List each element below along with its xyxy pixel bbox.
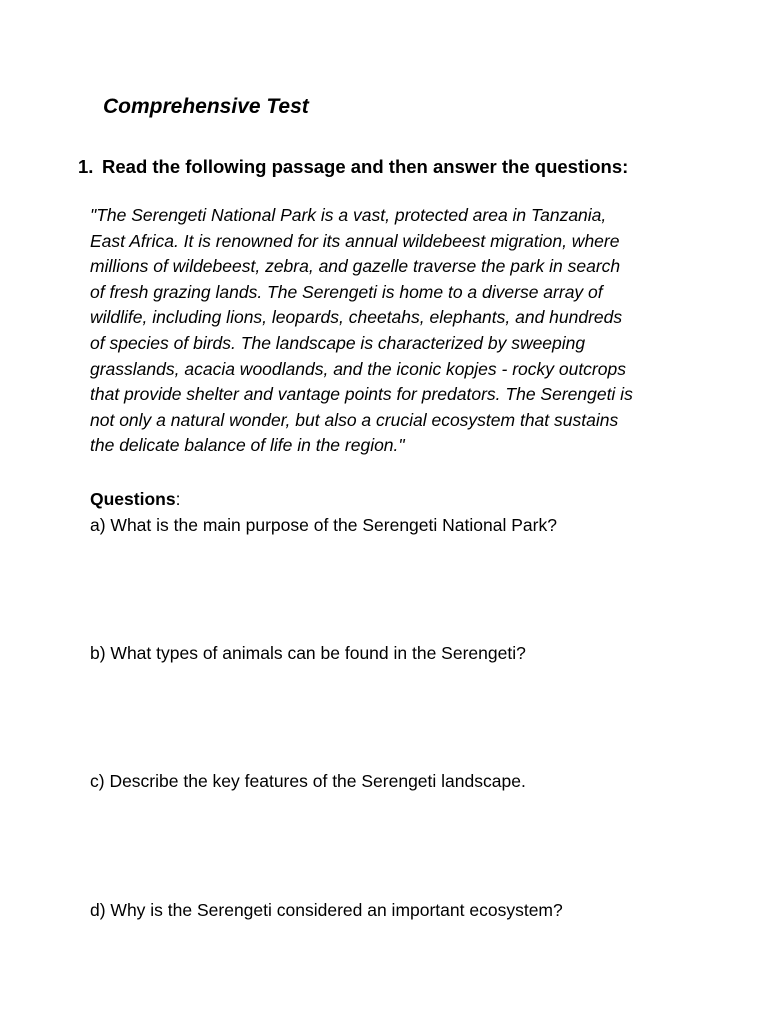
passage-line: of fresh grazing lands. The Serengeti is home to a diverse array of	[90, 281, 603, 302]
passage-line: not only a natural wonder, but also a crucial ecosystem that sustains	[90, 409, 619, 430]
question-1-prompt: Read the following passage and then answer the questions:	[102, 156, 629, 177]
question-1-number: 1.	[78, 156, 94, 177]
question-1-heading	[78, 154, 628, 180]
document-title: Comprehensive Test	[103, 95, 309, 118]
questions-label-text: Questions	[90, 489, 176, 509]
passage-line: East Africa. It is renowned for its annual wildebeest migration, where	[90, 230, 620, 251]
passage-line: wildlife, including lions, leopards, cheetahs, elephants, and hundreds	[90, 307, 623, 328]
passage-line: grasslands, acacia woodlands, and the iconic kopjes - rocky outcrops	[90, 358, 626, 379]
passage-line: "The Serengeti National Park is a vast, protected area in Tanzania,	[90, 205, 607, 225]
questions-label-colon: :	[175, 489, 181, 509]
passage-line: the delicate balance of life in the region."	[90, 435, 405, 456]
passage-line: of species of birds. The landscape is characterized by sweeping	[90, 332, 586, 353]
passage-line: millions of wildebeest, zebra, and gazelle traverse the park in search	[90, 256, 621, 277]
question-c: c) Describe the key features of the Serengeti landscape.	[90, 771, 526, 791]
reading-passage	[90, 203, 690, 459]
passage-line: that provide shelter and vantage points for predators. The Serengeti is	[90, 384, 633, 405]
question-b: b) What types of animals can be found in the Serengeti?	[90, 643, 526, 663]
question-d: d) Why is the Serengeti considered an important ecosystem?	[90, 900, 563, 920]
questions-label	[90, 486, 180, 512]
question-a: a) What is the main purpose of the Serengeti National Park?	[90, 515, 557, 535]
